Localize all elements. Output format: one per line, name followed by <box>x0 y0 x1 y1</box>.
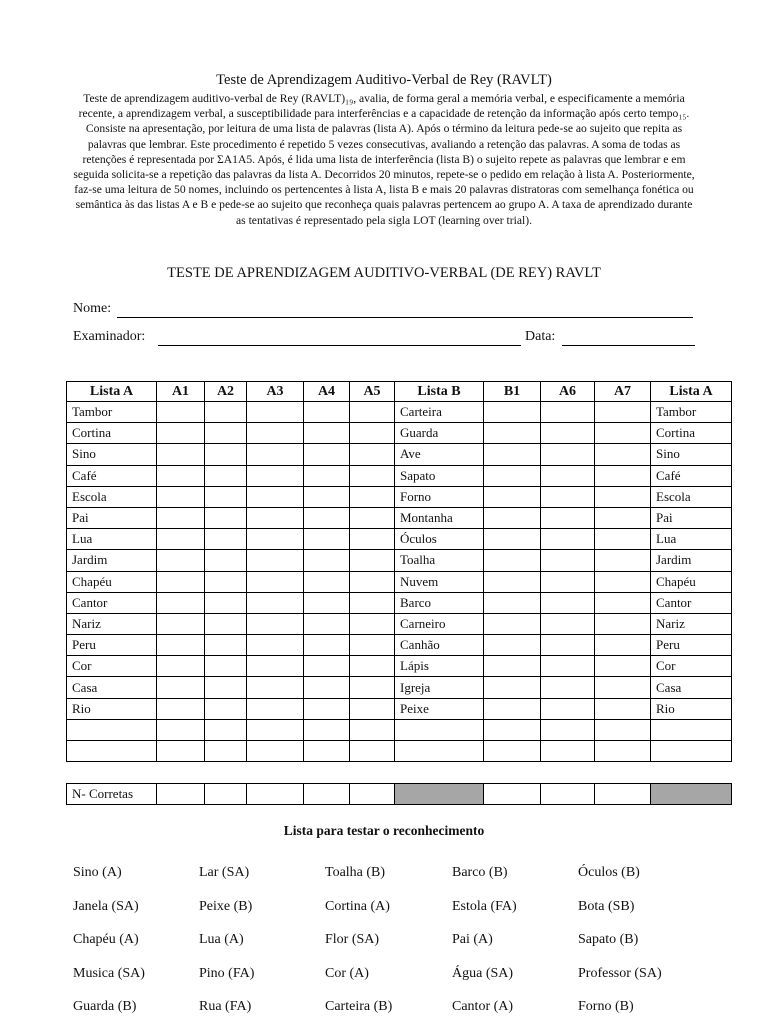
score-cell[interactable] <box>247 550 304 571</box>
list-a-word <box>67 719 157 740</box>
score-cell[interactable] <box>595 677 651 698</box>
score-cell[interactable] <box>205 486 247 507</box>
list-a-word: Jardim <box>67 550 157 571</box>
table-row <box>67 507 732 528</box>
list-a-word <box>651 741 732 762</box>
score-cell[interactable] <box>247 486 304 507</box>
recognition-item: Toalha (B) <box>325 865 386 880</box>
recognition-item: Barco (B) <box>452 865 508 880</box>
score-cell[interactable] <box>205 444 247 465</box>
form-subtitle: TESTE DE APRENDIZAGEM AUDITIVO-VERBAL (DE REY) RAVLT <box>167 265 601 281</box>
recognition-item: Sino (A) <box>73 865 122 880</box>
score-cell[interactable] <box>595 613 651 634</box>
score-cell[interactable] <box>595 741 651 762</box>
list-a-word <box>67 741 157 762</box>
column-header: A5 <box>350 382 395 402</box>
recognition-item: Lua (A) <box>199 932 244 947</box>
score-row <box>67 784 732 805</box>
list-a-word: Tambor <box>651 402 732 423</box>
score-cell[interactable] <box>157 656 205 677</box>
score-cell[interactable] <box>157 571 205 592</box>
list-b-word <box>395 741 484 762</box>
score-cell[interactable] <box>304 613 350 634</box>
list-a-word: Lua <box>67 529 157 550</box>
score-cell[interactable] <box>247 571 304 592</box>
list-a-word: Lua <box>651 529 732 550</box>
score-cell[interactable] <box>595 635 651 656</box>
score-cell[interactable] <box>541 465 595 486</box>
score-cell[interactable] <box>304 444 350 465</box>
score-cell[interactable] <box>157 677 205 698</box>
score-cell[interactable] <box>157 507 205 528</box>
score-cell[interactable] <box>205 592 247 613</box>
score-cell[interactable] <box>247 677 304 698</box>
list-b-word: Carneiro <box>395 613 484 634</box>
table-row <box>67 635 732 656</box>
score-label: N- Corretas <box>67 784 157 805</box>
score-cell[interactable] <box>541 592 595 613</box>
score-cell[interactable] <box>304 741 350 762</box>
list-b-word: Sapato <box>395 465 484 486</box>
score-cell[interactable] <box>595 444 651 465</box>
date-field-line[interactable] <box>562 345 695 346</box>
list-a-word: Pai <box>651 507 732 528</box>
name-field-line[interactable] <box>117 317 693 318</box>
list-a-word: Café <box>651 465 732 486</box>
column-header: Lista A <box>651 382 732 402</box>
column-header: Lista B <box>395 382 484 402</box>
list-a-word: Nariz <box>651 613 732 634</box>
score-cell[interactable] <box>304 635 350 656</box>
list-a-word: Peru <box>67 635 157 656</box>
list-b-word: Toalha <box>395 550 484 571</box>
column-header: A1 <box>157 382 205 402</box>
score-cell[interactable] <box>541 635 595 656</box>
score-cell[interactable] <box>157 698 205 719</box>
score-cell[interactable] <box>541 613 595 634</box>
document-title: Teste de Aprendizagem Auditivo-Verbal de Rey (RAVLT) <box>216 72 552 88</box>
score-cell[interactable] <box>350 656 395 677</box>
score-cell[interactable] <box>157 550 205 571</box>
score-cell[interactable] <box>304 719 350 740</box>
score-cell[interactable] <box>205 698 247 719</box>
score-cell[interactable] <box>350 444 395 465</box>
score-cell-shaded-list-b <box>395 784 484 805</box>
score-cell[interactable] <box>350 571 395 592</box>
score-cell[interactable] <box>304 571 350 592</box>
list-a-word: Cantor <box>651 592 732 613</box>
list-b-word: Barco <box>395 592 484 613</box>
score-cell[interactable] <box>484 719 541 740</box>
list-a-word: Escola <box>651 486 732 507</box>
list-b-word: Lápis <box>395 656 484 677</box>
list-a-word: Sino <box>651 444 732 465</box>
recognition-item: Estola (FA) <box>452 898 517 914</box>
recognition-word-grid <box>73 865 704 1033</box>
score-cell[interactable] <box>247 613 304 634</box>
score-cell[interactable] <box>247 698 304 719</box>
column-header: A6 <box>541 382 595 402</box>
score-cell-a3[interactable] <box>247 784 304 805</box>
list-b-word: Canhão <box>395 635 484 656</box>
score-cell[interactable] <box>205 656 247 677</box>
score-cell[interactable] <box>541 423 595 444</box>
score-cell[interactable] <box>247 402 304 423</box>
score-cell[interactable] <box>484 571 541 592</box>
list-b-word: Montanha <box>395 507 484 528</box>
score-cell[interactable] <box>247 741 304 762</box>
score-cell[interactable] <box>247 529 304 550</box>
score-cell[interactable] <box>595 550 651 571</box>
table-header-row <box>67 382 732 402</box>
recognition-title: Lista para testar o reconhecimento <box>283 823 485 838</box>
list-b-word: Nuvem <box>395 571 484 592</box>
name-label: Nome: <box>73 301 112 316</box>
score-cell[interactable] <box>350 550 395 571</box>
list-a-word: Chapéu <box>651 571 732 592</box>
recognition-item: Lar (SA) <box>199 865 250 880</box>
score-cell[interactable] <box>304 465 350 486</box>
list-a-word: Tambor <box>67 402 157 423</box>
score-cell[interactable] <box>541 529 595 550</box>
score-cell[interactable] <box>484 507 541 528</box>
recognition-item: Chapéu (A) <box>73 932 139 947</box>
score-cell[interactable] <box>304 486 350 507</box>
intro-paragraph: Teste de aprendizagem auditivo-verbal de Rey (RAVLT)₁₉, avalia, de forma geral a memória verbal, e especificamente a memória recente, a aprendizagem verbal, a susceptibilidade para interferências e a capacidade de retenção da informação após certo tempo₁₅. Consiste na apresentação, por leitura de uma lista de palavras (lista A). Após o término da leitura pede-se ao sujeito que repita as palavras que lembrar. Este procedimento é repetido 5 vezes consecutivas, avaliando a retenção das palavras. A soma de todas as retenções é representada por ΣA1A5. Após, é lida uma lista de interferência (lista B) o sujeito repete as palavras que lembrar e em seguida solicita-se a repetição das palavras da lista A. Decorridos 20 minutos, repete-se o pedido em relação à lista A. Posteriormente, faz-se uma leitura de 50 nomes, incluindo os pertencentes à lista A, lista B e mais 20 palavras distratoras com semelhança fonética ou semântica às das listas A e B e pede-se ao sujeito que reconheça quais palavras pertencem ao grupo A. A taxa de aprendizado durante as tentativas é representado pela sigla LOT (learning over trial). <box>73 92 695 227</box>
score-cell[interactable] <box>484 592 541 613</box>
list-b-word <box>395 719 484 740</box>
list-b-word: Forno <box>395 486 484 507</box>
score-cell[interactable] <box>304 698 350 719</box>
list-a-word: Cortina <box>67 423 157 444</box>
word-list-table <box>66 381 732 762</box>
score-cell[interactable] <box>350 423 395 444</box>
recognition-item: Guarda (B) <box>73 999 137 1014</box>
list-a-word: Nariz <box>67 613 157 634</box>
list-b-word: Igreja <box>395 677 484 698</box>
table-row <box>67 465 732 486</box>
score-cell[interactable] <box>304 423 350 444</box>
score-cell[interactable] <box>350 698 395 719</box>
score-cell[interactable] <box>205 423 247 444</box>
score-cell[interactable] <box>595 465 651 486</box>
score-cell-shaded-list-a <box>651 784 732 805</box>
score-cell[interactable] <box>595 402 651 423</box>
score-cell[interactable] <box>350 486 395 507</box>
score-cell[interactable] <box>350 402 395 423</box>
list-a-word: Cor <box>651 656 732 677</box>
score-cell[interactable] <box>350 719 395 740</box>
score-cell[interactable] <box>205 719 247 740</box>
score-cell[interactable] <box>484 465 541 486</box>
recognition-item: Cantor (A) <box>452 999 514 1014</box>
score-cell[interactable] <box>484 444 541 465</box>
score-cell[interactable] <box>247 635 304 656</box>
score-cell[interactable] <box>350 613 395 634</box>
table-row <box>67 550 732 571</box>
list-b-word: Peixe <box>395 698 484 719</box>
score-cell-a2[interactable] <box>205 784 247 805</box>
list-a-word: Escola <box>67 486 157 507</box>
list-a-word: Sino <box>67 444 157 465</box>
recognition-item: Sapato (B) <box>578 932 639 947</box>
score-cell[interactable] <box>247 592 304 613</box>
recognition-item: Flor (SA) <box>325 932 380 947</box>
list-a-word: Cor <box>67 656 157 677</box>
score-cell[interactable] <box>350 741 395 762</box>
table-row <box>67 571 732 592</box>
table-row <box>67 698 732 719</box>
score-cell[interactable] <box>205 741 247 762</box>
recognition-item: Janela (SA) <box>73 898 139 914</box>
score-cell[interactable] <box>595 571 651 592</box>
table-row <box>67 592 732 613</box>
date-label: Data: <box>525 329 556 344</box>
column-header: A7 <box>595 382 651 402</box>
score-cell[interactable] <box>247 444 304 465</box>
score-cell[interactable] <box>157 719 205 740</box>
recognition-item: Bota (SB) <box>578 898 635 914</box>
score-cell[interactable] <box>595 719 651 740</box>
score-cell[interactable] <box>484 677 541 698</box>
table-row <box>67 486 732 507</box>
list-a-word <box>651 719 732 740</box>
score-cell[interactable] <box>157 529 205 550</box>
score-cell[interactable] <box>350 529 395 550</box>
table-row <box>67 719 732 740</box>
score-cell[interactable] <box>304 550 350 571</box>
score-cell[interactable] <box>541 550 595 571</box>
score-cell[interactable] <box>157 444 205 465</box>
recognition-item: Professor (SA) <box>578 965 662 981</box>
list-a-word: Chapéu <box>67 571 157 592</box>
table-row <box>67 741 732 762</box>
score-cell[interactable] <box>484 486 541 507</box>
score-cell[interactable] <box>484 698 541 719</box>
list-b-word: Carteira <box>395 402 484 423</box>
recognition-item: Carteira (B) <box>325 999 393 1014</box>
score-cell[interactable] <box>157 423 205 444</box>
column-header: B1 <box>484 382 541 402</box>
recognition-item: Pai (A) <box>452 932 493 947</box>
score-cell[interactable] <box>157 486 205 507</box>
table-row <box>67 423 732 444</box>
score-cell[interactable] <box>484 613 541 634</box>
score-cell[interactable] <box>484 635 541 656</box>
score-cell[interactable] <box>595 656 651 677</box>
examiner-field-line[interactable] <box>158 345 521 346</box>
score-cell[interactable] <box>304 677 350 698</box>
list-a-word: Pai <box>67 507 157 528</box>
recognition-item: Pino (FA) <box>199 965 255 981</box>
score-cell[interactable] <box>205 529 247 550</box>
score-cell[interactable] <box>304 656 350 677</box>
table-row <box>67 613 732 634</box>
list-a-word: Rio <box>67 698 157 719</box>
score-cell[interactable] <box>541 486 595 507</box>
column-header: Lista A <box>67 382 157 402</box>
score-cell[interactable] <box>541 656 595 677</box>
score-cell[interactable] <box>205 402 247 423</box>
score-cell[interactable] <box>247 465 304 486</box>
score-cell[interactable] <box>205 571 247 592</box>
recognition-item: Rua (FA) <box>199 999 252 1014</box>
score-cell-a6[interactable] <box>541 784 595 805</box>
table-row <box>67 529 732 550</box>
score-cell[interactable] <box>157 613 205 634</box>
recognition-item: Forno (B) <box>578 999 634 1014</box>
score-cell[interactable] <box>247 719 304 740</box>
score-cell[interactable] <box>484 741 541 762</box>
score-cell[interactable] <box>484 529 541 550</box>
table-row <box>67 677 732 698</box>
score-cell[interactable] <box>247 507 304 528</box>
score-cell[interactable] <box>247 423 304 444</box>
score-cell-a5[interactable] <box>350 784 395 805</box>
score-cell[interactable] <box>595 486 651 507</box>
list-a-word: Peru <box>651 635 732 656</box>
recognition-item: Óculos (B) <box>578 865 640 880</box>
score-cell[interactable] <box>484 402 541 423</box>
score-cell[interactable] <box>541 698 595 719</box>
list-a-word: Cortina <box>651 423 732 444</box>
score-cell[interactable] <box>157 592 205 613</box>
column-header: A2 <box>205 382 247 402</box>
score-cell[interactable] <box>350 635 395 656</box>
score-cell[interactable] <box>304 507 350 528</box>
score-cell[interactable] <box>157 402 205 423</box>
list-a-word: Casa <box>651 677 732 698</box>
recognition-item: Musica (SA) <box>73 965 145 981</box>
score-cell[interactable] <box>350 465 395 486</box>
list-b-word: Ave <box>395 444 484 465</box>
score-cell[interactable] <box>205 550 247 571</box>
examiner-label: Examinador: <box>73 329 146 344</box>
score-cell[interactable] <box>595 698 651 719</box>
list-b-word: Guarda <box>395 423 484 444</box>
score-cell[interactable] <box>541 507 595 528</box>
score-cell[interactable] <box>541 741 595 762</box>
list-a-word: Casa <box>67 677 157 698</box>
score-cell[interactable] <box>595 423 651 444</box>
score-cell[interactable] <box>247 656 304 677</box>
score-cell[interactable] <box>304 592 350 613</box>
score-cell[interactable] <box>205 613 247 634</box>
column-header: A3 <box>247 382 304 402</box>
score-cell[interactable] <box>205 465 247 486</box>
list-a-word: Rio <box>651 698 732 719</box>
score-cell[interactable] <box>304 529 350 550</box>
score-cell-b1[interactable] <box>484 784 541 805</box>
score-cell[interactable] <box>595 529 651 550</box>
score-cell-a4[interactable] <box>304 784 350 805</box>
score-cell[interactable] <box>484 550 541 571</box>
score-cell-a7[interactable] <box>595 784 651 805</box>
score-cell[interactable] <box>484 423 541 444</box>
table-row <box>67 402 732 423</box>
list-a-word: Café <box>67 465 157 486</box>
score-cell[interactable] <box>205 635 247 656</box>
score-cell[interactable] <box>541 719 595 740</box>
recognition-item: Cortina (A) <box>325 898 390 914</box>
score-cell[interactable] <box>541 444 595 465</box>
score-cell[interactable] <box>205 507 247 528</box>
score-table <box>66 783 732 805</box>
list-b-word: Óculos <box>395 529 484 550</box>
score-cell[interactable] <box>484 656 541 677</box>
score-cell[interactable] <box>595 592 651 613</box>
score-cell[interactable] <box>350 592 395 613</box>
score-cell[interactable] <box>205 677 247 698</box>
recognition-item: Peixe (B) <box>199 898 253 914</box>
score-cell[interactable] <box>350 677 395 698</box>
score-cell[interactable] <box>304 402 350 423</box>
score-cell[interactable] <box>541 402 595 423</box>
score-cell[interactable] <box>157 465 205 486</box>
score-cell[interactable] <box>541 677 595 698</box>
recognition-item: Água (SA) <box>452 965 514 981</box>
score-cell[interactable] <box>541 571 595 592</box>
score-cell[interactable] <box>350 507 395 528</box>
column-header: A4 <box>304 382 350 402</box>
score-cell-a1[interactable] <box>157 784 205 805</box>
recognition-item: Cor (A) <box>325 965 369 981</box>
list-a-word: Jardim <box>651 550 732 571</box>
table-row <box>67 444 732 465</box>
table-row <box>67 656 732 677</box>
list-a-word: Cantor <box>67 592 157 613</box>
score-cell[interactable] <box>595 507 651 528</box>
score-cell[interactable] <box>157 741 205 762</box>
score-cell[interactable] <box>157 635 205 656</box>
